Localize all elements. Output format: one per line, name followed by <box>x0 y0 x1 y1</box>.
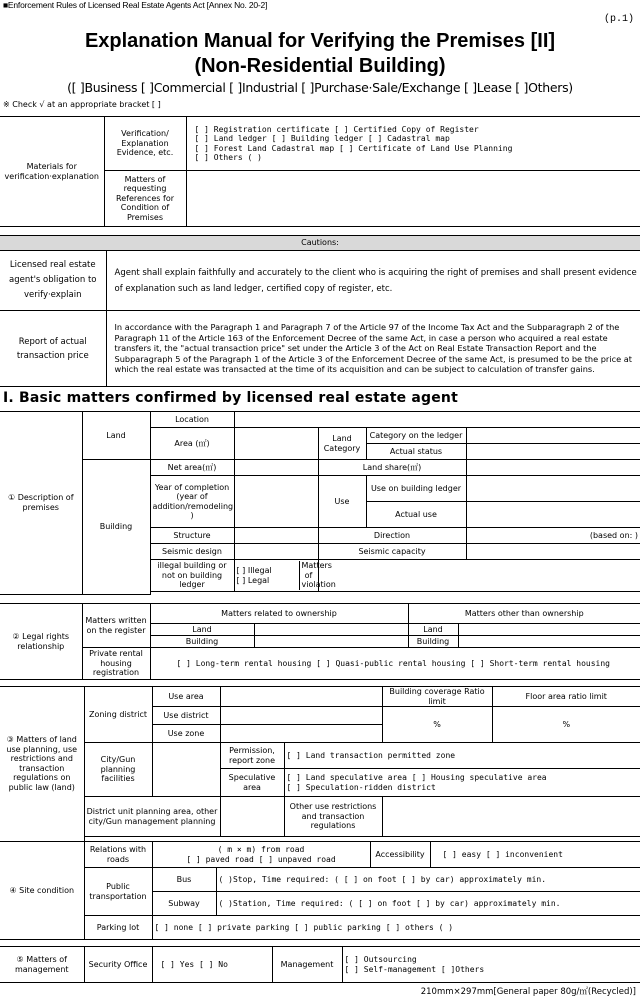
land-share-field[interactable] <box>466 460 640 476</box>
subway-label: Subway <box>152 892 216 916</box>
illegal-checkbox[interactable]: [ ] Illegal <box>236 566 272 575</box>
outsourcing-option[interactable]: [ ] Outsourcing <box>344 955 417 964</box>
other-use-field[interactable] <box>382 797 640 837</box>
category-ledger-label: Category on the ledger <box>366 428 466 444</box>
speculative-option[interactable]: [ ] Land speculative area [ ] Housing speculative area <box>286 773 547 782</box>
security-office-label: Security Office <box>84 947 152 983</box>
use-ledger-label: Use on building ledger <box>366 476 466 502</box>
violation-label: Matters of violation <box>301 561 336 590</box>
net-area-field[interactable] <box>234 460 318 476</box>
speculative-option[interactable]: [ ] Speculation-ridden district <box>286 782 436 792</box>
verification-label: Verification/ Explanation Evidence, etc. <box>104 117 186 171</box>
legal-checkbox[interactable]: [ ] Legal <box>236 575 270 585</box>
violation-field[interactable] <box>318 560 640 592</box>
transaction-types[interactable]: ([ ]Business [ ]Commercial [ ]Industrial [ ]Purchase·Sale/Exchange [ ]Lease [ ]Others) <box>67 80 573 95</box>
net-area-label: Net area(㎡) <box>150 460 234 476</box>
other-building-field[interactable] <box>458 636 640 648</box>
district-unit-label: District unit planning area, other city/Gun management planning <box>84 797 220 837</box>
premises-label: ① Description of premises <box>0 412 82 595</box>
land-label: Land <box>82 412 150 460</box>
other-land-field[interactable] <box>458 624 640 636</box>
use-zone-label: Use zone <box>152 725 220 743</box>
year-completion-label: Year of completion (year of addition/remodeling ) <box>150 476 234 528</box>
coverage-percent[interactable]: % <box>382 707 492 743</box>
paper-spec: 210mm×297mm[General paper 80g/㎡(Recycled)] <box>420 987 636 997</box>
use-area-field[interactable] <box>220 687 382 707</box>
evidence-line[interactable]: [ ] Forest Land Cadastral map [ ] Certificate of Land Use Planning <box>194 143 513 153</box>
accessibility-label: Accessibility <box>370 842 430 868</box>
other-land-label: Land <box>408 624 458 636</box>
evidence-line[interactable]: [ ] Others ( ) <box>194 153 262 162</box>
use-label: Use <box>318 476 366 528</box>
floor-percent[interactable]: % <box>492 707 640 743</box>
management-label: ⑤ Matters of management <box>0 947 84 983</box>
section-title: Ⅰ. Basic matters confirmed by licensed real estate agent <box>3 390 458 406</box>
ownership-building-label: Building <box>150 636 254 648</box>
report-text: In accordance with the Paragraph 1 and Paragraph 7 of the Article 97 of the Income Tax Act and the Subparagraph 2 of the Paragraph 11 of the Article 163 of the Enforcement Decree of the same Act, in case a person who acquired a real estate transfers it, the "actual transaction price" set under the Article 3 of the Act on Real Estate Transaction Report and the Subparagraph 5 of the Paragraph 1 of the Article 3 of the Enforcement Decree of the same Act, is presumed to be the price at which the real estate was transacted at the time of its acquisition and can be subject to calculation of transfer gains. <box>106 311 640 387</box>
site-label: ④ Site condition <box>0 842 84 940</box>
evidence-line[interactable]: [ ] Registration certificate [ ] Certified Copy of Register <box>194 124 479 134</box>
illegal-legal-options[interactable] <box>234 560 336 592</box>
materials-table <box>0 116 640 227</box>
seismic-design-label: Seismic design <box>150 544 234 560</box>
seismic-capacity-field[interactable] <box>466 544 640 560</box>
city-gun-label: City/Gun planning facilities <box>84 743 152 797</box>
category-ledger-field[interactable] <box>466 428 640 444</box>
location-field[interactable] <box>234 412 640 428</box>
direction-label: Direction <box>318 528 466 544</box>
land-use-table <box>0 686 640 842</box>
floor-ratio-label: Floor area ratio limit <box>492 687 640 707</box>
ownership-land-label: Land <box>150 624 254 636</box>
check-instruction: ※ Check √ at an appropriate bracket [ ] <box>3 100 161 109</box>
seismic-capacity-label: Seismic capacity <box>318 544 466 560</box>
permission-label: Permission, report zone <box>220 743 284 769</box>
other-ownership-label: Matters other than ownership <box>408 604 640 624</box>
security-options[interactable]: [ ] Yes [ ] No <box>152 947 272 983</box>
speculative-options[interactable] <box>284 769 640 797</box>
evidence-line[interactable]: [ ] Land ledger [ ] Building ledger [ ] Cadastral map <box>194 134 450 143</box>
page-number: (p.1) <box>603 14 634 25</box>
premises-table <box>0 411 640 595</box>
road-dimensions[interactable]: ( m × m) from road <box>217 845 305 854</box>
bus-info[interactable]: ( )Stop, Time required: ( [ ] on foot [ ] by car) approximately min. <box>216 868 640 892</box>
bus-label: Bus <box>152 868 216 892</box>
written-register-label: Matters written on the register <box>82 604 150 648</box>
subway-info[interactable]: ( )Station, Time required: ( [ ] on foot [ ] by car) approximately min. <box>216 892 640 916</box>
road-info[interactable] <box>152 842 370 868</box>
accessibility-options[interactable]: [ ] easy [ ] inconvenient <box>430 842 640 868</box>
use-area-label: Use area <box>152 687 220 707</box>
speculative-label: Speculative area <box>220 769 284 797</box>
actual-use-field[interactable] <box>466 502 640 528</box>
evidence-checklist[interactable] <box>186 117 640 171</box>
structure-field[interactable] <box>234 528 318 544</box>
permission-option[interactable]: [ ] Land transaction permitted zone <box>284 743 640 769</box>
use-zone-field[interactable] <box>220 725 382 743</box>
area-label: Area (㎡) <box>150 428 234 460</box>
obligation-label: Licensed real estate agent's obligation to verify·explain <box>0 251 106 311</box>
illegal-building-label: illegal building or not on building ledger <box>150 560 234 592</box>
legal-label: ② Legal rights relationship <box>0 604 82 680</box>
other-use-label: Other use restrictions and transaction regulations <box>284 797 382 837</box>
land-share-label: Land share(㎡) <box>318 460 466 476</box>
obligation-text: Agent shall explain faithfully and accurately to the client who is acquiring the right of premises and shall present evidence of explanation such as land ledger, certified copy of register, etc. <box>106 251 640 311</box>
use-ledger-field[interactable] <box>466 476 640 502</box>
parking-label: Parking lot <box>84 916 152 940</box>
management-table <box>0 946 640 983</box>
public-transport-label: Public transportation <box>84 868 152 916</box>
requesting-label: Matters of requesting References for Condition of Premises <box>104 171 186 227</box>
structure-label: Structure <box>150 528 234 544</box>
cautions-heading: Cautions: <box>0 236 640 251</box>
ownership-label: Matters related to ownership <box>150 604 408 624</box>
use-district-label: Use district <box>152 707 220 725</box>
form-reference: ■Enforcement Rules of Licensed Real Estate Agents Act [Annex No. 20-2] <box>3 0 268 10</box>
coverage-ratio-label: Building coverage Ratio limit <box>382 687 492 707</box>
page-subtitle: (Non-Residential Building) <box>194 55 446 77</box>
parking-options[interactable]: [ ] none [ ] private parking [ ] public parking [ ] others ( ) <box>152 916 640 940</box>
management-type-label: Management <box>272 947 342 983</box>
seismic-design-field[interactable] <box>234 544 318 560</box>
ownership-building-field[interactable] <box>254 636 408 648</box>
city-gun-field[interactable] <box>152 743 220 797</box>
materials-label: Materials for verification·explanation <box>0 117 104 227</box>
actual-status-field[interactable] <box>466 444 640 460</box>
spacer <box>150 592 640 595</box>
relations-roads-label: Relations with roads <box>84 842 152 868</box>
location-label: Location <box>150 412 234 428</box>
actual-use-label: Actual use <box>366 502 466 528</box>
direction-based-on[interactable]: (based on: ) <box>466 528 640 544</box>
illegal-legal-checks[interactable] <box>235 561 300 590</box>
building-label: Building <box>82 460 150 595</box>
area-field[interactable] <box>234 428 318 460</box>
ownership-land-field[interactable] <box>254 624 408 636</box>
district-unit-field[interactable] <box>220 797 284 837</box>
private-rental-label: Private rental housing registration <box>82 648 150 680</box>
rental-options[interactable]: [ ] Long-term rental housing [ ] Quasi-public rental housing [ ] Short-term rental housing <box>150 648 640 680</box>
management-options[interactable] <box>342 947 640 983</box>
year-completion-field[interactable] <box>234 476 318 528</box>
report-label: Report of actual transaction price <box>0 311 106 387</box>
land-use-label: ③ Matters of land use planning, use restrictions and transaction regulations on public law (land) <box>0 687 84 842</box>
road-paving[interactable]: [ ] paved road [ ] unpaved road <box>186 854 336 864</box>
illegal-legal-inner <box>235 561 336 590</box>
use-district-field[interactable] <box>220 707 382 725</box>
page-title: Explanation Manual for Verifying the Premises [II] <box>84 30 556 52</box>
site-table <box>0 841 640 940</box>
zoning-label: Zoning district <box>84 687 152 743</box>
cautions-table <box>0 235 640 387</box>
land-category-label: Land Category <box>318 428 366 460</box>
other-building-label: Building <box>408 636 458 648</box>
actual-status-label: Actual status <box>366 444 466 460</box>
self-management-option[interactable]: [ ] Self-management [ ]Others <box>344 964 485 974</box>
requesting-field[interactable] <box>186 171 640 227</box>
legal-table <box>0 603 640 680</box>
